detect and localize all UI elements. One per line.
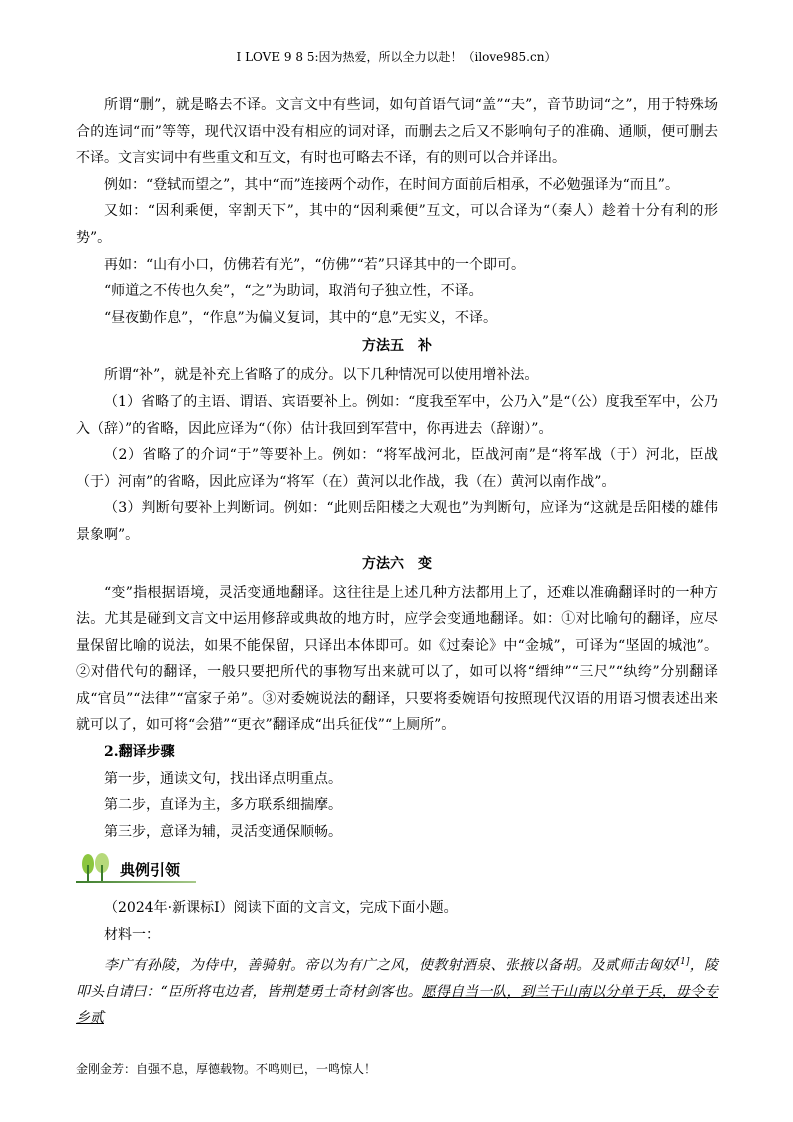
heading-method-5 [76, 333, 718, 360]
paragraph-example-5: “昼夜勤作息”，“作息”为偏义复词，其中的“息”无实义，不译。 [104, 309, 497, 326]
material-text-part-2: ，陵叩头自请曰：“臣所将屯边者，皆荆楚勇士奇材剑客也。 [76, 957, 719, 1000]
example-section-underline [76, 881, 196, 883]
step-2: 第二步，直译为主，多方联系细揣摩。 [104, 797, 342, 814]
footnote-marker: [1] [676, 956, 690, 967]
page-header: I LOVE 9 8 5:因为热爱，所以全力以赴！（ilove985.cn） [236, 50, 557, 64]
material-label: 材料一： [104, 927, 160, 944]
paragraph-example-2: 又如：“因利乘便，宰割天下”，其中的“因利乘便”互文，可以合译为“（秦人）趁着十分有利的形势”。 [76, 203, 718, 246]
material-text-part-1: 李广有孙陵，为侍中，善骑射。帝以为有广之风，使教射酒泉、张掖以备胡。及贰师击匈奴 [104, 957, 677, 974]
leaf-icon [78, 853, 118, 883]
example-section-title: 典例引领 [120, 861, 181, 880]
heading-method-6-title: 变 [418, 555, 432, 572]
paragraph-change-method: “变”指根据语境，灵活变通地翻译。这往往是上述几种方法都用上了，还难以准确翻译时的一种方法。尤其是碰到文言文中运用修辞或典故的地方时，应学会变通地翻译。如：①对比喻句的翻译，应尽量保留比喻的说法，如果不能保留，只译出本体即可。如《过秦论》中“金城”，可译为“坚固的城池”。②对借代句的翻译，一般只要把所代的事物写出来就可以了，如可以将“缙绅”“三尺”“纨绔”分别翻译成“官员”“法律”“富家子弟”。③对委婉说法的翻译，只要将委婉语句按照现代汉语的用语习惯表述出来就可以了，如可将“会猎”“更衣”翻译成“出兵征伐”“上厕所”。 [76, 584, 718, 734]
step-1: 第一步，通读文句，找出译点明重点。 [104, 770, 342, 787]
paragraph-delete-method: 所谓“删”，就是略去不译。文言文中有些词，如句首语气词“盖”“夫”，音节助词“之”，用于特殊场合的连词“而”等等，现代汉语中没有相应的词对译，而删去之后又不影响句子的准确、通顺，便可删去不译。文言实词中有些重文和互文，有时也可略去不译，有的则可以合并译出。 [76, 97, 718, 167]
paragraph-example-3: 再如：“山有小口，仿佛若有光”，“仿佛”“若”只译其中的一个即可。 [104, 256, 525, 273]
paragraph-example-4: “师道之不传也久矣”，“之”为助词，取消句子独立性，不译。 [104, 283, 483, 300]
document-body [76, 92, 718, 1032]
paragraph-supplement-3: （3）判断句要补上判断词。例如：“此则岳阳楼之大观也”为判断句，应译为“这就是岳阳楼的雄伟景象啊”。 [76, 500, 718, 543]
heading-method-6 [76, 551, 718, 578]
material-text [76, 949, 718, 1032]
page-footer: 金刚金芳：自强不息，厚德载物。不鸣则已，一鸣惊人！ [76, 1062, 377, 1076]
heading-translation-steps: 2.翻译步骤 [104, 744, 175, 761]
paragraph-example-1: 例如：“登轼而望之”，其中“而”连接两个动作，在时间方面前后相承，不必勉强译为“而且”。 [104, 176, 679, 193]
example-section-banner [76, 849, 718, 889]
heading-method-5-title: 补 [418, 338, 432, 355]
material-underlined-text: 愿得自当一队，到兰干山南以分单于兵，毋令专乡贰 [76, 983, 719, 1027]
example-source: （2024年·新课标Ⅰ）阅读下面的文言文，完成下面小题。 [104, 900, 458, 917]
heading-method-6-number: 方法六 [362, 555, 404, 572]
paragraph-supplement-method: 所谓“补”，就是补充上省略了的成分。以下几种情况可以使用增补法。 [104, 367, 539, 384]
heading-method-5-number: 方法五 [362, 338, 404, 355]
step-3: 第三步，意译为辅，灵活变通保顺畅。 [104, 823, 342, 840]
paragraph-supplement-1: （1）省略了的主语、谓语、宾语要补上。例如：“度我至军中，公乃入”是“（公）度我至军中，公乃入（辞）”的省略，因此应译为“（你）估计我回到军营中，你再进去（辞谢）”。 [76, 393, 718, 437]
paragraph-supplement-2: （2）省略了的介词“于”等要补上。例如：“将军战河北，臣战河南”是“将军战（于）河北，臣战（于）河南”的省略，因此应译为“将军（在）黄河以北作战，我（在）黄河以南作战”。 [76, 447, 718, 490]
